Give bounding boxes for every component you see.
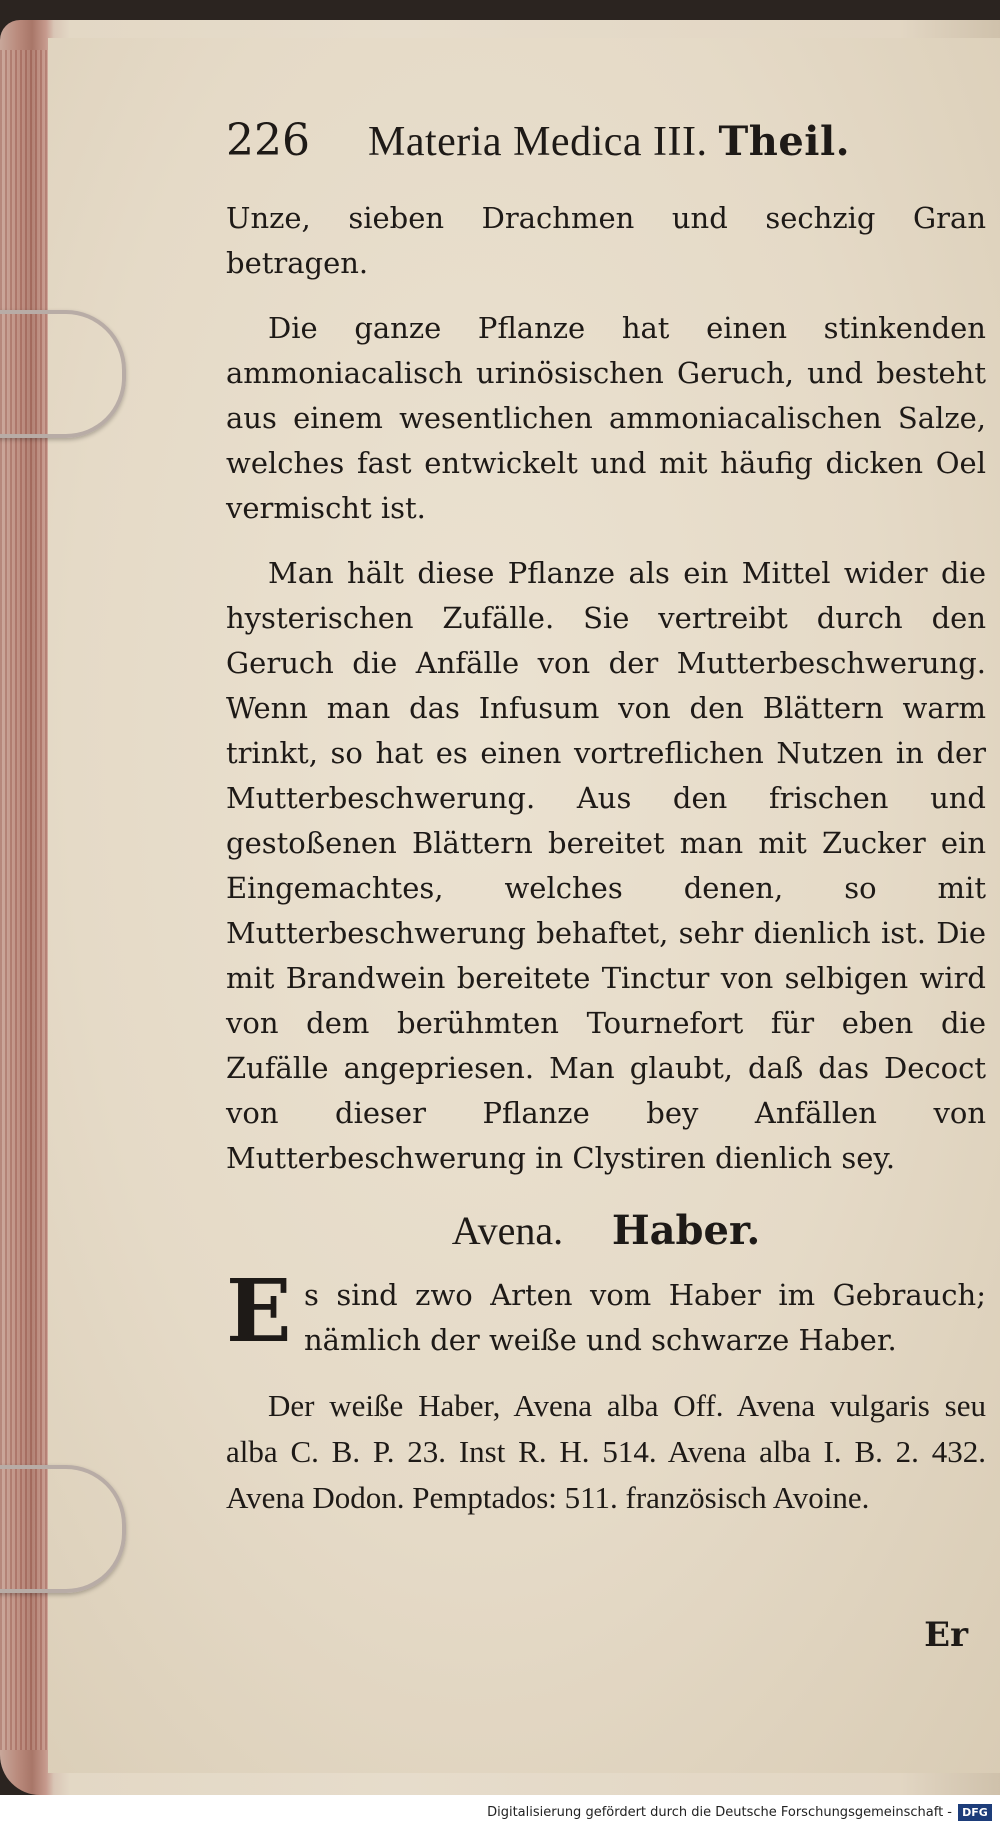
running-head-part: Theil. [718,118,851,165]
running-head-title: Materia Medica III. [367,119,708,165]
drop-cap: E [226,1261,292,1362]
section-title-latin: Avena. [451,1208,564,1253]
paragraph-continuation: Unze, sieben Drachmen und sechzig Gran betragen. [226,201,986,280]
footer-credit: Digitalisierung gefördert durch die Deutsche Forschungsgemeinschaft - [487,1805,952,1820]
book-page-scan [0,20,1000,1795]
page-clip-top [0,310,126,438]
paragraph-intro-text: s sind zwo Arten vom Haber im Gebrauch; nämlich der weiße und schwarze Haber. [304,1278,986,1357]
section-heading [226,1207,986,1255]
running-head [368,118,850,166]
page-number: 226 [226,115,310,166]
paragraph-smell: Die ganze Pflanze hat einen stinkenden ammoniacalisch urinösischen Geruch, und besteht aus einem wesentlichen ammoniacalischen Salze, welches fast entwickelt und mit häufig dicken Oel vermischt ist. [226,311,986,525]
paragraph-intro [226,1261,986,1363]
catchword: Er [924,1615,968,1655]
paragraph-uses: Man hält diese Pflanze als ein Mittel wider die hysterischen Zufälle. Sie vertreibt durch den Geruch die Anfälle von der Mutterbeschwerung. Wenn man das Infusum von den Blättern warm trinkt, so hat es einen vortreflichen Nutzen in der Mutterbeschwerung. Aus den frischen und gestoßenen Blättern bereitet man mit Zucker ein Eingemachtes, welches denen, so mit Mutterbeschwerung behaftet, sehr dienlich ist. Die mit Brandwein bereitete Tinctur von selbigen wird von dem berühmten Tournefort für eben die Zufälle angepriesen. Man glaubt, daß das Decoct von dieser Pflanze bey Anfällen von Mutterbeschwerung in Clystiren dienlich sey. [226,556,986,1175]
page-text-block [226,115,986,1541]
digitization-footer [0,1795,1000,1828]
page-header [226,115,986,166]
section-title-german: Haber. [611,1207,761,1254]
paragraph-synonymy: Der weiße Haber, Avena alba Off. Avena vulgaris seu alba C. B. P. 23. Inst R. H. 514. Avena alba I. B. 2. 432. Avena Dodon. Pemptados: 511. französisch Avoine. [226,1388,986,1515]
dfg-logo-icon: DFG [958,1804,992,1821]
page-clip-bottom [0,1465,126,1593]
